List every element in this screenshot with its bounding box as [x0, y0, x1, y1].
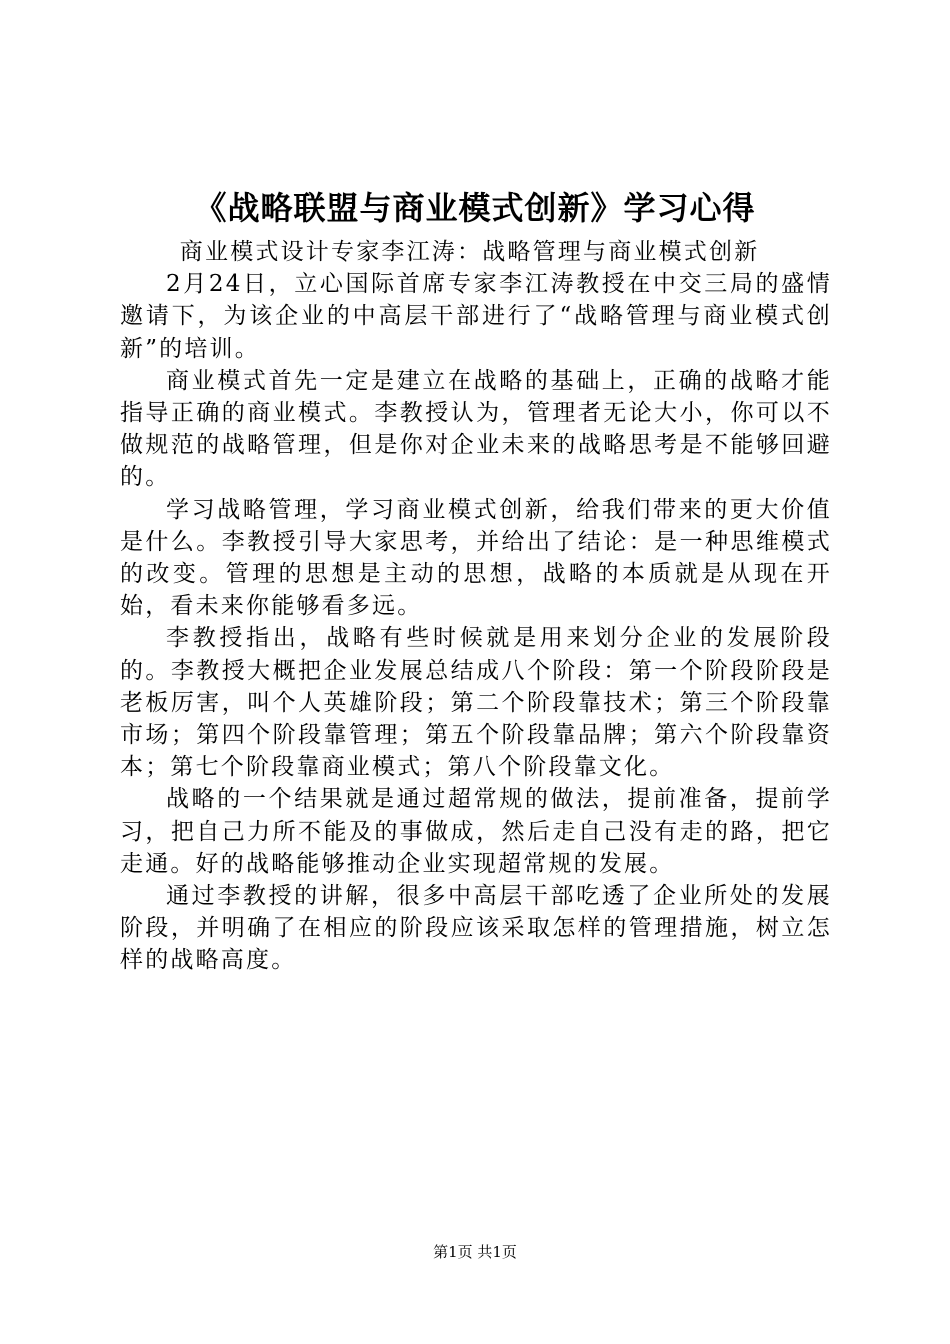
paragraph: 战略的一个结果就是通过超常规的做法，提前准备，提前学习，把自己力所不能及的事做成，然后走自己没有走的路，把它走通。好的战略能够推动企业实现超常规的发展。: [120, 786, 832, 877]
paragraph: 学习战略管理，学习商业模式创新，给我们带来的更大价值是什么。李教授引导大家思考，并给出了结论：是一种思维模式的改变。管理的思想是主动的思想，战略的本质就是从现在开始，看未来你能够看多远。: [120, 496, 832, 620]
paragraph: 通过李教授的讲解，很多中高层干部吃透了企业所处的发展阶段，并明确了在相应的阶段应该采取怎样的管理措施，树立怎样的战略高度。: [120, 883, 832, 974]
paragraph: 2月24日，立心国际首席专家李江涛教授在中交三局的盛情邀请下，为该企业的中高层干部进行了“战略管理与商业模式创新”的培训。: [120, 271, 832, 362]
document-subtitle: 商业模式设计专家李江涛：战略管理与商业模式创新: [179, 239, 760, 265]
document-body: [120, 236, 832, 977]
document-title: 《战略联盟与商业模式创新》学习心得: [194, 189, 756, 227]
page-footer: 第1页 共1页: [433, 1243, 517, 1261]
paragraph: 李教授指出，战略有些时候就是用来划分企业的发展阶段的。李教授大概把企业发展总结成八个阶段：第一个阶段阶段是老板厉害，叫个人英雄阶段；第二个阶段靠技术；第三个阶段靠市场；第四个阶段靠管理；第五个阶段靠品牌；第六个阶段靠资本；第七个阶段靠商业模式；第八个阶段靠文化。: [120, 625, 832, 781]
paragraph: 商业模式首先一定是建立在战略的基础上，正确的战略才能指导正确的商业模式。李教授认为，管理者无论大小，你可以不做规范的战略管理，但是你对企业未来的战略思考是不能够回避的。: [120, 367, 832, 491]
